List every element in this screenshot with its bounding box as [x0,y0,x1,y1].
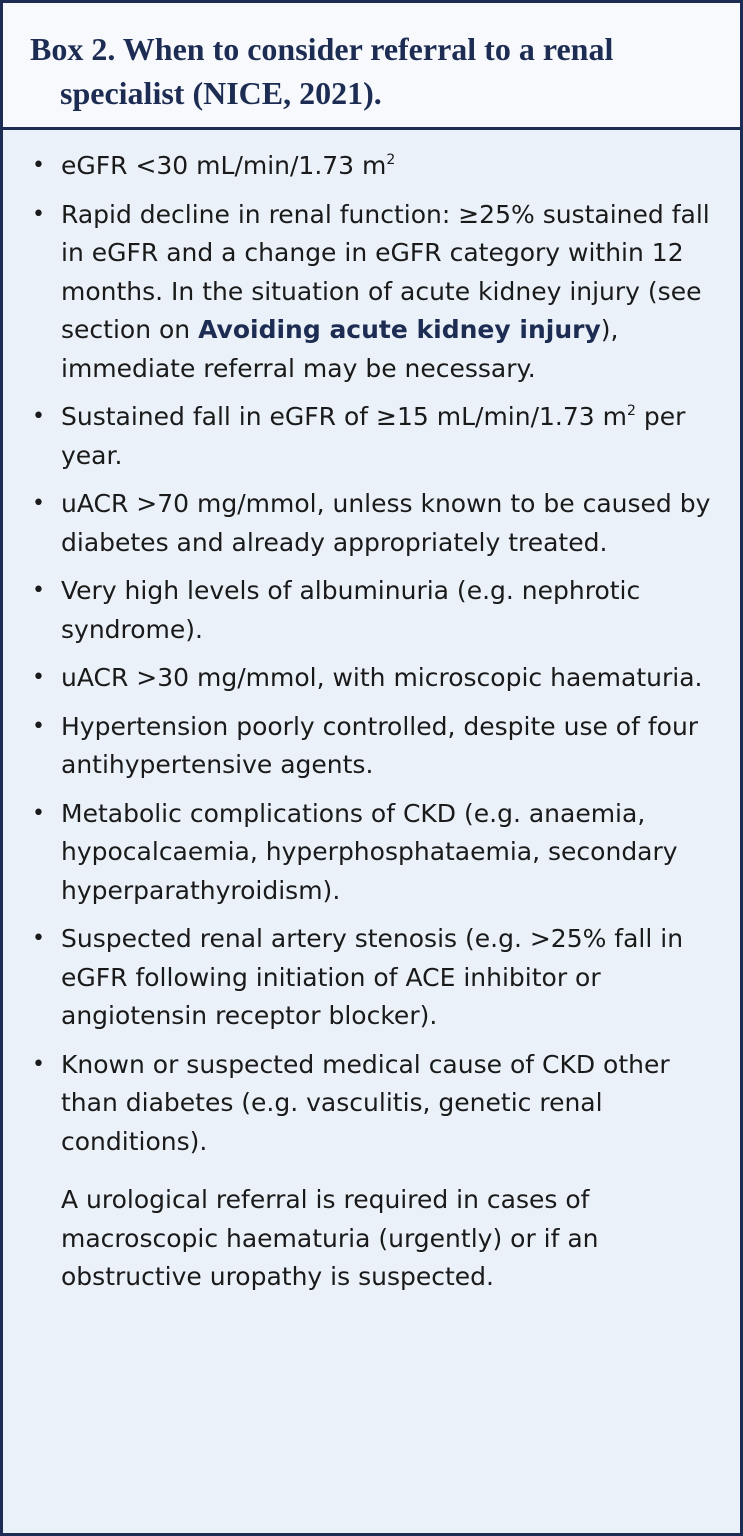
superscript: 2 [626,403,636,419]
item-text: eGFR <30 mL/min/1.73 m [61,151,387,180]
bullet-icon: • [32,201,45,227]
item-text: Rapid decline in renal function: ≥25% sustained fall in eGFR and a change in eGFR category within 12 months. In the situation of acute kidney injury (see section on [61,199,710,344]
bullet-icon: • [32,713,45,739]
list-item [30,485,720,562]
list-item [30,1046,720,1162]
bullet-icon: • [32,800,45,826]
list-item [30,196,720,389]
list-item [30,795,720,911]
item-text: Known or suspected medical cause of CKD other than diabetes (e.g. vasculitis, genetic renal conditions). [61,1049,670,1156]
box-header [3,3,740,130]
bullet-icon: • [32,404,45,429]
superscript: 2 [386,152,396,168]
item-text: Very high levels of albuminuria (e.g. nephrotic syndrome). [61,576,641,644]
list-item [30,920,720,1036]
list-item [30,147,720,186]
item-text: Metabolic complications of CKD (e.g. anaemia, hypocalcaemia, hyperphosphataemia, secondary hyperparathyroidism). [61,798,678,905]
bullet-icon: • [32,926,45,951]
bullet-icon: • [32,1051,45,1077]
item-text: uACR >70 mg/mmol, unless known to be caused by diabetes and already appropriately treated. [61,489,711,557]
urology-note: A urological referral is required in cases of macroscopic haematuria (urgently) or if an obstructive uropathy is suspected. [61,1185,599,1291]
bullet-icon: • [32,491,45,516]
item-text: Hypertension poorly controlled, despite use of four antihypertensive agents. [61,711,699,779]
list-item [30,572,720,649]
bullet-icon: • [32,153,45,178]
item-text: per year. [61,402,686,470]
box-title: Box 2. When to consider referral to a renal specialist (NICE, 2021). [30,31,614,111]
list-item [30,659,720,698]
item-text: Suspected renal artery stenosis (e.g. >25% fall in eGFR following initiation of ACE inhibitor or angiotensin receptor blocker). [61,924,684,1030]
bullet-icon: • [32,578,45,603]
box-content [3,130,740,1297]
list-item [30,398,720,475]
item-text: uACR >30 mg/mmol, with microscopic haematuria. [61,663,703,692]
bullet-icon: • [32,665,45,690]
item-text: ), immediate referral may be necessary. [61,315,619,383]
referral-criteria-list [30,147,720,1161]
avoiding-aki-link[interactable]: Avoiding acute kidney injury [198,315,601,344]
item-text: Sustained fall in eGFR of ≥15 mL/min/1.73 m [61,402,627,431]
list-item [30,708,720,785]
